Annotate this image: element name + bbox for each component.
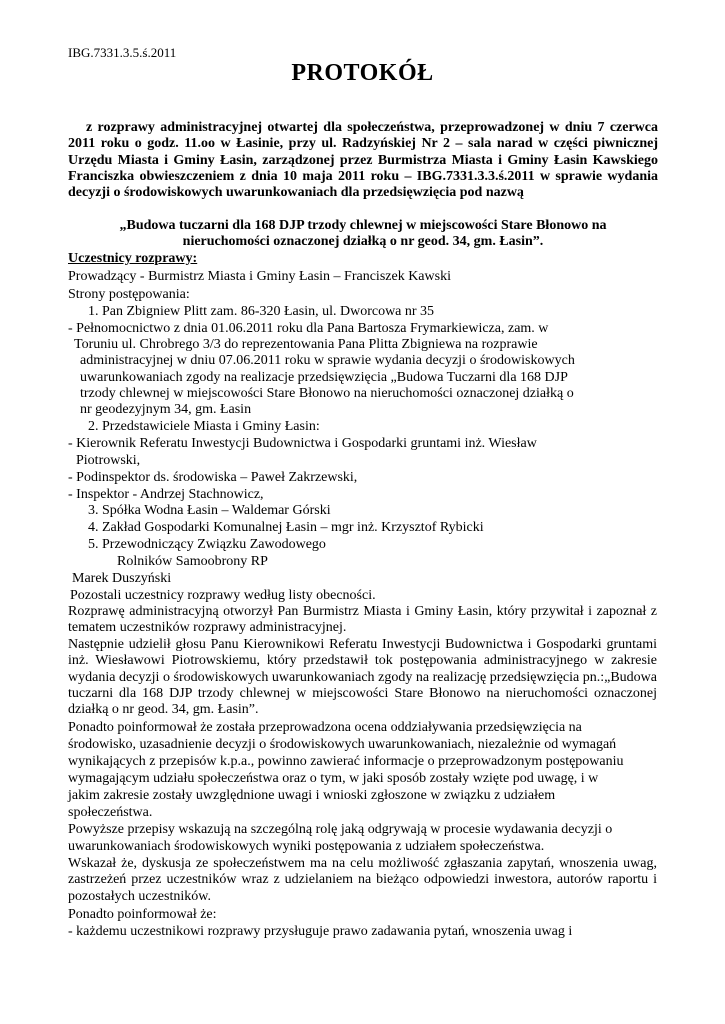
poa-line-4: uwarunkowaniach zgody na realizacje przedsięwzięcia „Budowa Tuczarni dla 168 DJP	[80, 370, 568, 385]
party-5-name: Marek Duszyński	[72, 571, 172, 586]
participants-heading: Uczestnicy rozprawy:	[68, 251, 198, 266]
reference-number: IBG.7331.3.5.ś.2011	[68, 45, 177, 60]
para3-line-6: społeczeństwa.	[68, 805, 153, 820]
parties-label: Strony postępowania:	[68, 287, 190, 302]
para3-line-2: środowisko, uzasadnienie decyzji o środowiskowych uwarunkowaniach, niezależnie od wymagań	[68, 737, 617, 752]
poa-line-1: - Pełnomocnictwo z dnia 01.06.2011 roku dla Pana Bartosza Frymarkiewicza, zam. w	[68, 321, 549, 336]
para4-line-2: uwarunkowaniach środowiskowych wyniki postępowania z udziałem społeczeństwa.	[68, 839, 545, 854]
rep-line-1: - Kierownik Referatu Inwestycji Budownictwa i Gospodarki gruntami inż. Wiesław	[68, 436, 537, 451]
rep-line-2: - Podinspektor ds. środowiska – Paweł Zakrzewski,	[68, 470, 358, 485]
poa-line-2: Toruniu ul. Chrobrego 3/3 do reprezentowania Pana Plitta Zbigniewa na rozprawie	[74, 337, 538, 352]
party-3: 3. Spółka Wodna Łasin – Waldemar Górski	[88, 503, 331, 518]
rep-line-3: - Inspektor - Andrzej Stachnowicz,	[68, 487, 264, 502]
para3-line-1: Ponadto poinformował że została przeprowadzona ocena oddziaływania przedsięwzięcia na	[68, 720, 582, 735]
project-subject	[68, 218, 658, 251]
para4-line-1: Powyższe przepisy wskazują na szczególną rolę jaką odgrywają w procesie wydawania decyzji o	[68, 822, 613, 837]
poa-line-3: administracyjnej w dniu 07.06.2011 roku w sprawie wydania decyzji o środowiskowych	[80, 353, 575, 368]
para3-line-5: jakim zakresie zostały uwzględnione uwagi i wnioski zgłoszone w związku z udziałem	[68, 788, 556, 803]
party-4: 4. Zakład Gospodarki Komunalnej Łasin – mgr inż. Krzysztof Rybicki	[88, 520, 484, 535]
para3-line-3: wynikających z przepisów k.p.a., powinno zawierać informacje o przeprowadzonym postępowaniu	[68, 754, 624, 769]
paragraph-opening: Rozprawę administracyjną otworzył Pan Burmistrz Miasta i Gminy Łasin, który przywitał i zapoznał z tematem uczestników rozprawy administracyjnej.	[68, 604, 657, 636]
paragraph-procedure: Następnie udzielił głosu Panu Kierownikowi Referatu Inwestycji Budownictwa i Gospodarki gruntami inż. Wiesławowi Piotrowskiemu, który przedstawił tok postępowania administracyjnego w zakresie wydania decyzji o środowiskowych uwarunkowaniach zgody na realizację przedsięwzięcia pn.:„Budowa tuczarni dla 168 DJP trzody chlewnej w miejscowości Stare Błonowo na nieruchomości oznaczonej działką o nr geod. 34, gm. Łasin”.	[68, 637, 657, 718]
intro-paragraph: z rozprawy administracyjnej otwartej dla społeczeństwa, przeprowadzonej w dniu 7 czerwca 2011 roku o godz. 11.oo w Łasinie, przy ul. Radzyńskiej Nr 2 – sala narad w części piwnicznej Urzędu Miasta i Gminy Łasin, zarządzonej przez Burmistrza Miasta i Gminy Łasin Kawskiego Franciszka obwieszczeniem z dnia 10 maja 2011 roku – IBG.7331.3.3.ś.2011 w sprawie wydania decyzji o środowiskowych uwarunkowaniach dla przedsięwzięcia pod nazwą	[68, 120, 658, 201]
paragraph-discussion: Wskazał że, dyskusja ze społeczeństwem ma na celu możliwość zgłaszania zapytań, wnoszenia uwag, zastrzeżeń przez uczestników wraz z udzielaniem na bieżąco odpowiedzi inwestora, autorów raportu i pozostałych uczestników.	[68, 856, 657, 904]
subject-line-2: nieruchomości oznaczonej działką o nr geod. 34, gm. Łasin”.	[182, 234, 544, 250]
poa-line-5: trzody chlewnej w miejscowości Stare Błonowo na nieruchomości oznaczonej działką o	[80, 386, 574, 401]
chair-line: Prowadzący - Burmistrz Miasta i Gminy Łasin – Franciszek Kawski	[68, 269, 451, 284]
rep-line-1-cont: Piotrowski,	[76, 453, 141, 468]
party-1: 1. Pan Zbigniew Plitt zam. 86-320 Łasin, ul. Dworcowa nr 35	[88, 304, 435, 319]
para6-line: Ponadto poinformował że:	[68, 907, 217, 922]
other-participants: Pozostali uczestnicy rozprawy według listy obecności.	[70, 588, 376, 603]
party-2: 2. Przedstawiciele Miasta i Gminy Łasin:	[88, 419, 320, 434]
party-5-cont: Rolników Samoobrony RP	[117, 554, 268, 569]
subject-line-1: „Budowa tuczarni dla 168 DJP trzody chlewnej w miejscowości Stare Błonowo na	[119, 218, 607, 233]
poa-line-6: nr geodezyjnym 34, gm. Łasin	[80, 402, 252, 417]
para7-line: - każdemu uczestnikowi rozprawy przysługuje prawo zadawania pytań, wnoszenia uwag i	[68, 924, 573, 939]
page-title: PROTOKÓŁ	[291, 60, 434, 86]
para3-line-4: wymagającym udziału społeczeństwa oraz o tym, w jaki sposób zostały wzięte pod uwagę, i w	[68, 771, 599, 786]
party-5: 5. Przewodniczący Związku Zawodowego	[88, 537, 326, 552]
